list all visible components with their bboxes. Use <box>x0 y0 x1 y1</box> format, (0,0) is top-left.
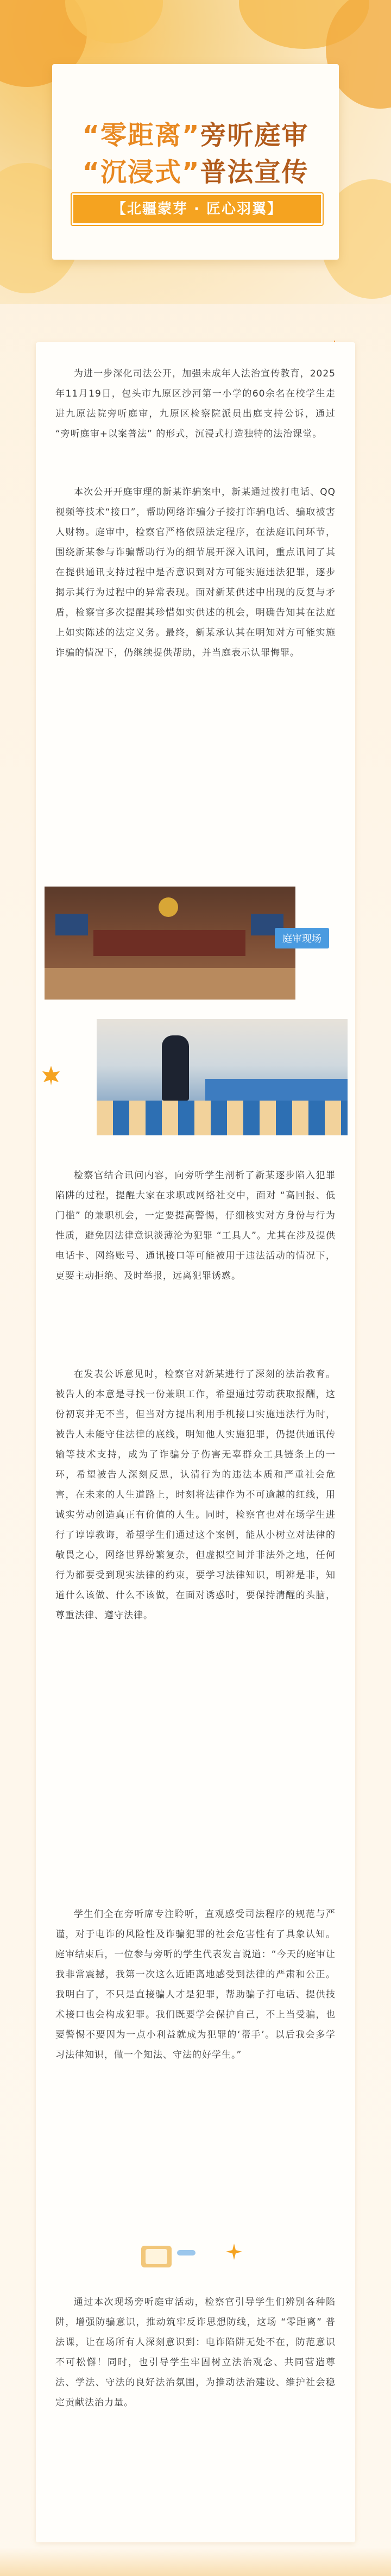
autumn-leaf-icon <box>40 1065 62 1086</box>
title-highlight: “沉浸式” <box>82 157 200 187</box>
courtroom-photo <box>45 887 295 1000</box>
court-emblem <box>159 897 178 917</box>
paragraph-education: 在发表公诉意见时，检察官对新某进行了深刻的法治教育。被告人的本意是寻找一份兼职工作，希望通过劳动获取报酬，这份初衷并无不当，但当对方提出利用手机接口实施违法行为时，被告人未能守住法律的底线，明知他人实施犯罪，仍提供通讯传输等技术支持，成为了诈骗分子伤害无辜群众工具链条上的一环，希望被告人深刻反思，认清行为的违法本质和严重社会危害，在未来的人生道路上，时刻将法律作为不可逾越的红线，用诚实劳动创造真正有价值的人生。同时，检察官也对在场学生进行了谆谆教诲，希望学生们通过这个案例，能从小树立对法律的敬畏之心，网络世界纷繁复杂，但虚拟空间并非法外之地，任何行为都要受到现实法律的约束，要学习法律知识，明辨是非，知道什么该做、什么不该做，在面对诱惑时，要保持清醒的头脑，尊重法律、遵守法律。 <box>55 1369 336 1621</box>
student-row <box>97 1101 348 1135</box>
title-highlight: “零距离” <box>82 120 200 150</box>
title-text: 普法宣传 <box>200 157 309 187</box>
bookmark-icon <box>139 2242 204 2273</box>
article-body <box>36 342 355 2542</box>
paragraph-student-speech: 学生们全在旁听席专注聆听，直观感受司法程序的规范与严谨，对于电诈的风险性及诈骗犯罪的社会危害性有了具象认知。庭审结束后，一位参与旁听的学生代表发言说道：“今天的庭审让我非常震撼，我第一次这么近距离地感受到法律的严肃和公正。我明白了，不只是直接骗人才是犯罪，帮助骗子打电话、提供技术接口也会构成犯罪。我们既要学会保护自己，不上当受骗，也要警惕不要因为一点小利益就成为犯罪的‘帮手’。以后我会多学习法律知识，做一个知法、守法的好学生。” <box>55 1909 336 2060</box>
judge-bench <box>93 930 245 956</box>
screen-left <box>55 914 88 935</box>
title-line-1 <box>52 114 339 152</box>
footer-decoration <box>0 2548 391 2576</box>
title-card <box>52 64 339 260</box>
title-text: 旁听庭审 <box>200 120 309 150</box>
courtroom-tag: 庭审现场 <box>275 928 329 948</box>
seat-row <box>205 1079 348 1101</box>
title-line-2 <box>52 151 339 189</box>
students-photo <box>97 1019 348 1135</box>
paragraph-trial: 本次公开开庭审理的新某诈骗案中，新某通过拨打电话、QQ视频等技术“接口”，帮助网络诈骗分子接打诈骗电话、骗取被害人财物。庭审中，检察官严格依照法定程序，在法庭讯问环节，围绕新某参与诈骗帮助行为的细节展开深入讯问，重点讯问了其在提供通讯支持过程中是否意识到对方可能实施违法犯罪，逐步揭示其行为过程中的异常表现。面对新某供述中出现的反复与矛盾，检察官多次提醒其珍惜如实供述的机会，明确告知其在法庭上如实陈述的法定义务。最终，新某承认其在明知对方可能实施诈骗的情况下，仍继续提供帮助，并当庭表示认罪悔罪。 <box>55 487 336 658</box>
header-banner <box>0 0 391 304</box>
series-badge: 【北疆蒙芽 · 匠心羽翼】 <box>72 193 323 225</box>
paragraph-warning: 检察官结合讯问内容，向旁听学生剖析了新某逐步陷入犯罪陷阱的过程，提醒大家在求职或网络社交中，面对 “高回报、低门槛” 的兼职机会，一定要提高警惕，仔细核实对方身份与行为性质，避免因法律意识淡薄沦为犯罪 “工具人”。尤其在涉及提供电话卡、网络账号、通讯接口等可能被用于违法活动的情况下，更要主动拒绝、及时举报，远离犯罪诱惑。 <box>55 1170 336 1281</box>
paragraph-conclusion: 通过本次现场旁听庭审活动，检察官引导学生们辨别各种陷阱，增强防骗意识，推动筑牢反诈思想防线，这场 “零距离” 普法课，让在场所有人深刻意识到：电诈陷阱无处不在，防范意识不可松懈！同时，也引导学生牢固树立法治观念、共同营造尊法、学法、守法的良好法治氛围，为推动法治建设、维护社会稳定贡献法治力量。 <box>55 2297 336 2408</box>
sparkle-icon <box>226 2244 242 2260</box>
court-floor <box>45 968 295 1000</box>
prosecutor-figure <box>162 1035 189 1101</box>
paragraph-intro: 为进一步深化司法公开，加强未成年人法治宣传教育，2025年11月19日，包头市九原区沙河第一小学的60余名在校学生走进九原法院旁听庭审，九原区检察院派员出庭支持公诉，通过 “旁听庭审+以案普法” 的形式，沉浸式打造独特的法治课堂。 <box>55 368 336 439</box>
